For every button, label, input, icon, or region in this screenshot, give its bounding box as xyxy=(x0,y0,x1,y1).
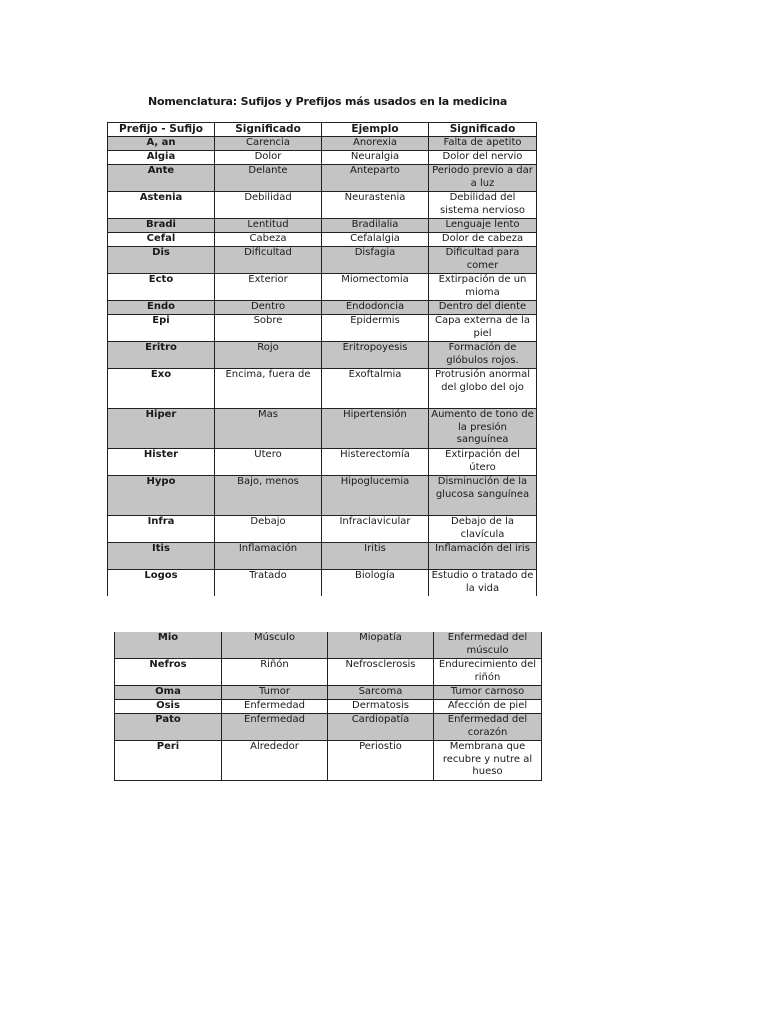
cell-ejemplo: Epidermis xyxy=(322,315,429,342)
cell-ejemplo: Histerectomía xyxy=(322,449,429,476)
table-row xyxy=(108,192,537,219)
cell-significado-ejemplo: Extirpación de un mioma xyxy=(429,274,537,301)
cell-ejemplo: Dermatosis xyxy=(328,700,434,714)
cell-prefijo: Dis xyxy=(108,247,215,274)
cell-significado-ejemplo: Debilidad del sistema nervioso xyxy=(429,192,537,219)
table-row xyxy=(108,543,537,570)
cell-ejemplo: Eritropoyesis xyxy=(322,342,429,369)
cell-ejemplo: Anorexia xyxy=(322,137,429,151)
cell-significado: Debilidad xyxy=(215,192,322,219)
cell-significado: Tumor xyxy=(222,686,328,700)
cell-prefijo: Hiper xyxy=(108,409,215,449)
cell-prefijo: Endo xyxy=(108,301,215,315)
table-row xyxy=(115,686,542,700)
cell-prefijo: Oma xyxy=(115,686,222,700)
cell-ejemplo: Miomectomia xyxy=(322,274,429,301)
cell-significado-ejemplo: Enfermedad del músculo xyxy=(434,632,542,659)
cell-significado: Sobre xyxy=(215,315,322,342)
cell-significado-ejemplo: Dolor de cabeza xyxy=(429,233,537,247)
cell-significado-ejemplo: Inflamación del iris xyxy=(429,543,537,570)
table-row xyxy=(108,570,537,597)
cell-significado: Debajo xyxy=(215,516,322,543)
cell-ejemplo: Hipoglucemia xyxy=(322,476,429,516)
cell-prefijo: Itis xyxy=(108,543,215,570)
cell-significado-ejemplo: Lenguaje lento xyxy=(429,219,537,233)
table-row xyxy=(108,137,537,151)
cell-significado: Enfermedad xyxy=(222,700,328,714)
cell-significado: Lentitud xyxy=(215,219,322,233)
cell-ejemplo: Neuralgia xyxy=(322,151,429,165)
cell-ejemplo: Endodoncia xyxy=(322,301,429,315)
cell-prefijo: Astenia xyxy=(108,192,215,219)
cell-ejemplo: Bradilalia xyxy=(322,219,429,233)
cell-prefijo: Logos xyxy=(108,570,215,597)
cell-significado: Mas xyxy=(215,409,322,449)
table-row xyxy=(108,247,537,274)
cell-significado-ejemplo: Periodo previo a dar a luz xyxy=(429,165,537,192)
cell-ejemplo: Disfagia xyxy=(322,247,429,274)
cell-ejemplo: Sarcoma xyxy=(328,686,434,700)
cell-ejemplo: Exoftalmia xyxy=(322,369,429,409)
cell-significado-ejemplo: Formación de glóbulos rojos. xyxy=(429,342,537,369)
table-row xyxy=(108,151,537,165)
cell-prefijo: Eritro xyxy=(108,342,215,369)
table-row xyxy=(108,476,537,516)
cell-significado: Enfermedad xyxy=(222,714,328,741)
cell-significado: Cabeza xyxy=(215,233,322,247)
cell-prefijo: Hister xyxy=(108,449,215,476)
nomenclature-table-1 xyxy=(107,122,537,596)
cell-ejemplo: Miopatía xyxy=(328,632,434,659)
nomenclature-table-2 xyxy=(114,632,542,781)
cell-prefijo: Bradi xyxy=(108,219,215,233)
cell-prefijo: Ante xyxy=(108,165,215,192)
cell-significado: Riñón xyxy=(222,659,328,686)
cell-significado: Alrededor xyxy=(222,741,328,781)
cell-ejemplo: Neurastenia xyxy=(322,192,429,219)
table-row xyxy=(108,449,537,476)
header-ejemplo: Ejemplo xyxy=(322,123,429,137)
table-row xyxy=(108,233,537,247)
cell-significado-ejemplo: Falta de apetito xyxy=(429,137,537,151)
header-significado-ejemplo: Significado xyxy=(429,123,537,137)
cell-significado: Bajo, menos xyxy=(215,476,322,516)
cell-prefijo: Hypo xyxy=(108,476,215,516)
table-row xyxy=(108,369,537,409)
cell-significado-ejemplo: Dentro del diente xyxy=(429,301,537,315)
cell-significado: Delante xyxy=(215,165,322,192)
table-row xyxy=(115,714,542,741)
cell-significado: Encima, fuera de xyxy=(215,369,322,409)
cell-prefijo: Mio xyxy=(115,632,222,659)
cell-prefijo: Exo xyxy=(108,369,215,409)
cell-ejemplo: Nefrosclerosis xyxy=(328,659,434,686)
cell-significado-ejemplo: Endurecimiento del riñón xyxy=(434,659,542,686)
cell-significado-ejemplo: Aumento de tono de la presión sanguínea xyxy=(429,409,537,449)
cell-significado-ejemplo: Afección de piel xyxy=(434,700,542,714)
cell-significado: Músculo xyxy=(222,632,328,659)
cell-prefijo: Ecto xyxy=(108,274,215,301)
cell-significado-ejemplo: Dificultad para comer xyxy=(429,247,537,274)
table-row xyxy=(115,659,542,686)
cell-ejemplo: Cardiopatía xyxy=(328,714,434,741)
header-prefijo-sufijo: Prefijo - Sufijo xyxy=(108,123,215,137)
cell-prefijo: Algia xyxy=(108,151,215,165)
cell-significado-ejemplo: Protrusión anormal del globo del ojo xyxy=(429,369,537,409)
cell-significado: Dentro xyxy=(215,301,322,315)
cell-significado: Inflamación xyxy=(215,543,322,570)
document-title: Nomenclatura: Sufijos y Prefijos más usados en la medicina xyxy=(148,95,508,108)
cell-ejemplo: Cefalalgia xyxy=(322,233,429,247)
cell-significado: Tratado xyxy=(215,570,322,597)
table-row xyxy=(108,409,537,449)
cell-prefijo: Infra xyxy=(108,516,215,543)
cell-significado: Rojo xyxy=(215,342,322,369)
table-row xyxy=(115,700,542,714)
cell-ejemplo: Hipertensión xyxy=(322,409,429,449)
cell-significado-ejemplo: Membrana que recubre y nutre al hueso xyxy=(434,741,542,781)
cell-significado-ejemplo: Disminución de la glucosa sanguínea xyxy=(429,476,537,516)
cell-ejemplo: Biología xyxy=(322,570,429,597)
table-row xyxy=(115,632,542,659)
cell-prefijo: Nefros xyxy=(115,659,222,686)
cell-significado-ejemplo: Extirpación del útero xyxy=(429,449,537,476)
cell-prefijo: Epi xyxy=(108,315,215,342)
table-row xyxy=(108,165,537,192)
cell-prefijo: A, an xyxy=(108,137,215,151)
cell-significado: Exterior xyxy=(215,274,322,301)
table-row xyxy=(108,301,537,315)
cell-ejemplo: Iritis xyxy=(322,543,429,570)
cell-prefijo: Osis xyxy=(115,700,222,714)
table-row xyxy=(108,219,537,233)
table-row xyxy=(108,274,537,301)
cell-significado-ejemplo: Dolor del nervio xyxy=(429,151,537,165)
table-row xyxy=(108,516,537,543)
table-row xyxy=(115,741,542,781)
cell-significado-ejemplo: Estudio o tratado de la vida xyxy=(429,570,537,597)
cell-ejemplo: Infraclavicular xyxy=(322,516,429,543)
table-row xyxy=(108,342,537,369)
cell-significado-ejemplo: Enfermedad del corazón xyxy=(434,714,542,741)
cell-significado-ejemplo: Tumor carnoso xyxy=(434,686,542,700)
header-significado: Significado xyxy=(215,123,322,137)
cell-significado-ejemplo: Debajo de la clavícula xyxy=(429,516,537,543)
cell-significado-ejemplo: Capa externa de la piel xyxy=(429,315,537,342)
cell-ejemplo: Anteparto xyxy=(322,165,429,192)
table-header-row xyxy=(108,123,537,137)
cell-ejemplo: Periostio xyxy=(328,741,434,781)
table-row xyxy=(108,315,537,342)
cell-prefijo: Pato xyxy=(115,714,222,741)
cell-significado: Dolor xyxy=(215,151,322,165)
cell-significado: Dificultad xyxy=(215,247,322,274)
cell-prefijo: Peri xyxy=(115,741,222,781)
cell-significado: Útero xyxy=(215,449,322,476)
cell-significado: Carencia xyxy=(215,137,322,151)
cell-prefijo: Cefal xyxy=(108,233,215,247)
